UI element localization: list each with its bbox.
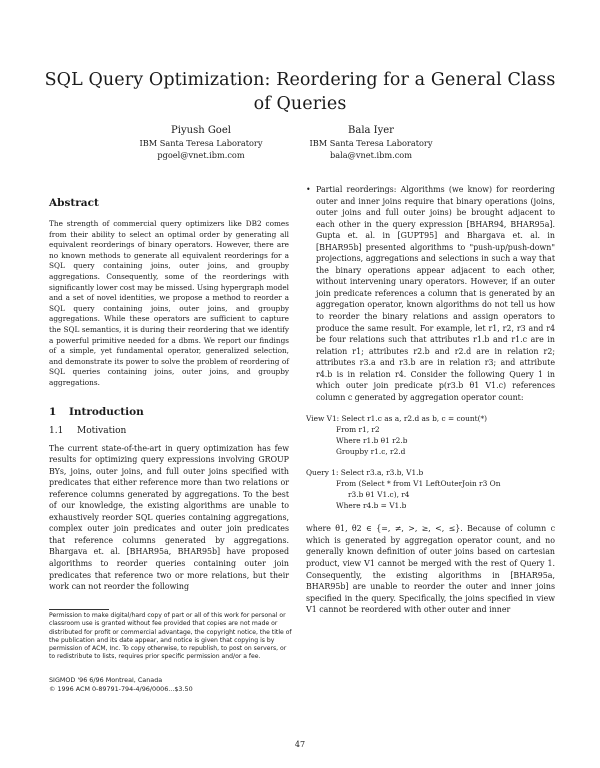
author-email: pgoel@vnet.ibm.com — [157, 149, 245, 160]
author-affiliation: IBM Santa Teresa Laboratory — [139, 138, 263, 148]
explanation-paragraph: where θ1, θ2 ∈ {=, ≠, >, ≥, <, ≤}. Because of column c which is generated by aggregation operator count, and no generally known definition of outer joins based on cartesian product, view V1 cannot be merged with the rest of Query 1. Consequently, the existing algorithms in [BHAR95a, BHAR95b] are unable to reorder the outer and inner joins specified in the query. Specifically, the joins specified in view V1 cannot be reordered with other outer and inner — [306, 524, 555, 615]
copyright-footnote: Permission to make digital/hard copy of part or all of this work for personal or classroom use is granted without fee provided that copies are not made or distributed for profit or commercial advantage, the copyright notice, the title of the publication and its date appear, and notice is given that copying is by permission of ACM, Inc. To copy otherwise, to republish, to post on servers, or to redistribute to lists, requires prior specific permission and/or a fee. — [49, 612, 292, 661]
abstract-heading: Abstract — [49, 197, 99, 209]
query-line: Where r1.b θ1 r2.b — [336, 436, 408, 446]
page-number: 47 — [294, 740, 306, 749]
conference-info — [49, 676, 293, 693]
paper-title: SQL Query Optimization: Reordering for a General Class of Queries — [44, 70, 556, 114]
intro-paragraph: The current state-of-the-art in query optimization has few results for optimizing query expressions involving GROUP BYs, joins, outer joins, and full outer joins specified with predicates that either reference more than two relations or reference columns generated by aggregations. To the best of our knowledge, the existing algorithms are unable to exhaustively reorder SQL queries containing aggregations, complex outer join predicates and outer join predicates that reference columns generated by aggregations. Bhargava et. al. [BHAR95a, BHAR95b] have proposed algorithms to reorder queries containing outer join predicates that reference two or more relations, but their work can not reorder the following — [49, 443, 289, 592]
section-number: 1 — [49, 405, 57, 418]
query-line: From (Select * from V1 LeftOuterJoin r3 On — [336, 479, 501, 489]
author-block-1 — [126, 123, 276, 161]
query-line: r3.b θ1 V1.c), r4 — [348, 490, 410, 500]
query-line: Where r4.b = V1.b — [336, 501, 407, 511]
footnote-divider — [49, 609, 109, 610]
left-column — [49, 196, 289, 593]
query-line: From r1, r2 — [336, 425, 380, 435]
conference-line: SIGMOD '96 6/96 Montreal, Canada — [49, 676, 163, 684]
section-title: Introduction — [69, 405, 144, 418]
author-affiliation: IBM Santa Teresa Laboratory — [309, 138, 433, 148]
copyright-line: © 1996 ACM 0-89791-794-4/96/0006...$3.50 — [49, 684, 193, 693]
query-line: Query 1: Select r3.a, r3.b, V1.b — [306, 468, 424, 478]
abstract-text: The strength of commercial query optimizers like DB2 comes from their ability to select an optimal order by generating all equivalent reorderings of binary operators. However, there are no known methods to generate all equivalent reorderings for a SQL query containing joins, outer joins, and groupby aggregations. Consequently, some of the reorderings with significantly lower cost may be missed. Using hypergraph model and a set of novel identities, we propose a method to reorder a SQL query containing joins, outer joins, and groupby aggregations. While these operators are sufficient to capture the SQL semantics, it is during their reordering that we identify a powerful primitive needed for a dbms. We report our findings of a simple, yet fundamental operator, generalized selection, and demonstrate its power to solve the problem of reordering of SQL queries containing joins, outer joins, and groupby aggregations. — [49, 219, 289, 387]
subsection-number: 1.1 — [49, 425, 64, 436]
author-email: bala@vnet.ibm.com — [330, 149, 412, 160]
query-line: Groupby r1.c, r2.d — [336, 447, 406, 457]
subsection-title: Motivation — [77, 425, 127, 436]
query-1 — [306, 467, 555, 511]
author-name: Bala Iyer — [348, 125, 394, 136]
author-block-2 — [303, 123, 439, 161]
subsection-heading — [49, 425, 289, 437]
view-definition — [306, 413, 555, 457]
right-column — [306, 184, 555, 616]
section-heading — [49, 405, 289, 419]
author-name: Piyush Goel — [171, 125, 231, 136]
partial-reorderings-bullet: • Partial reorderings: Algorithms (we know) for reordering outer and inner joins require that binary operations (joins, outer joins and full outer joins) be brought adjacent to each other in the query expression [BHAR94, BHAR95a]. Gupta et. al. in [GUPT95] and Bhargava et. al. in [BHAR95b] presented algorithms to "push-up/push-down" projections, aggregations and selections in such a way that the binary operations appear adjacent to each other, without intervening unary operators. However, if an outer join predicate references a column that is generated by an aggregation operator, known algorithms do not tell us how to reorder the binary relations and assign operators to produce the same result. For example, let r1, r2, r3 and r4 be four relations such that attributes r1.b and r1.c are in relation r1; attributes r2.b and r2.d are in relation r2; attributes r3.a and r3.b are in relation r3; and attribute r4.b is in relation r4. Consider the following Query 1 in which outer join predicate p(r3.b θ1 V1.c) references column c generated by aggregation operator count: — [306, 184, 555, 403]
query-line: View V1: Select r1.c as a, r2.d as b, c = count(*) — [306, 414, 488, 424]
